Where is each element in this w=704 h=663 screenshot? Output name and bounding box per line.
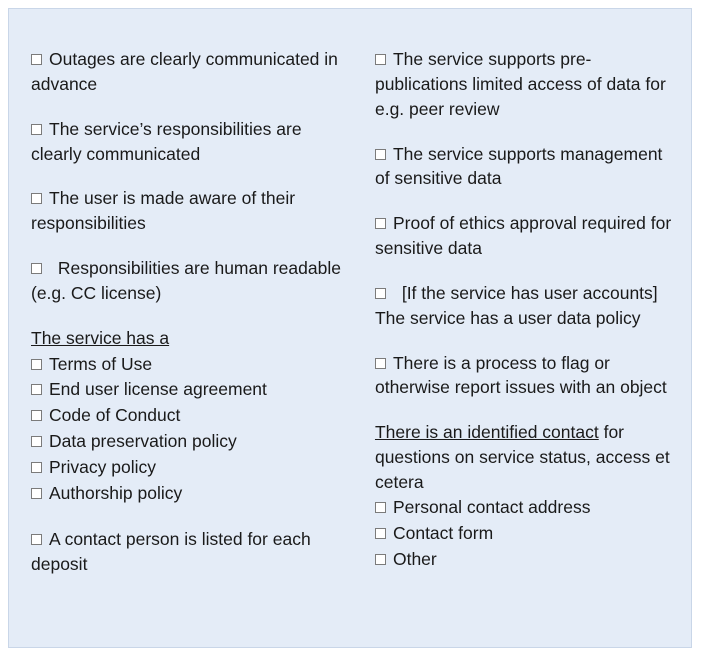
checkbox-item[interactable] — [375, 281, 681, 331]
policies-list — [31, 352, 355, 506]
checkbox-label: Terms of Use — [49, 353, 153, 374]
checklist-right-column — [363, 47, 691, 647]
checkbox-icon[interactable] — [31, 488, 42, 499]
contact-heading-underlined: There is an identified contact — [374, 422, 599, 443]
checkbox-item[interactable] — [375, 521, 681, 546]
checkbox-label: The service supports pre-publications limited access of data for e.g. peer review — [374, 49, 666, 119]
checkbox-icon[interactable] — [375, 218, 386, 229]
checkbox-icon[interactable] — [31, 359, 42, 370]
checkbox-item[interactable] — [375, 47, 681, 122]
checkbox-icon[interactable] — [31, 54, 42, 65]
contact-heading-rest: for questions on service status, access et cetera — [374, 422, 670, 492]
checkbox-label: Responsibilities are human readable (e.g. CC license) — [31, 258, 341, 303]
checkbox-label: The user is made aware of their responsibilities — [31, 188, 296, 234]
checkbox-item[interactable] — [31, 256, 355, 306]
checkbox-label: [If the service has user accounts] The service has a user data policy — [374, 282, 658, 328]
policies-heading: The service has a — [31, 327, 170, 348]
checkbox-label: The service’s responsibilities are clearly communicated — [31, 118, 302, 164]
checkbox-icon[interactable] — [31, 384, 42, 395]
checkbox-icon[interactable] — [375, 288, 386, 299]
checkbox-label: Data preservation policy — [49, 431, 237, 452]
checkbox-icon[interactable] — [31, 263, 42, 274]
checkbox-item[interactable] — [31, 403, 355, 428]
checkbox-icon[interactable] — [31, 462, 42, 473]
checkbox-item[interactable] — [375, 211, 681, 261]
checkbox-icon[interactable] — [31, 124, 42, 135]
contact-options-list — [375, 495, 681, 572]
checklist-left-column — [9, 47, 363, 647]
checkbox-item[interactable] — [375, 142, 681, 192]
contact-heading — [375, 420, 681, 495]
checkbox-icon[interactable] — [375, 54, 386, 65]
checkbox-icon[interactable] — [375, 149, 386, 160]
checkbox-label: Personal contact address — [392, 496, 591, 517]
checkbox-label: There is a process to flag or otherwise report issues with an object — [374, 352, 667, 398]
checkbox-item[interactable] — [31, 429, 355, 454]
checkbox-icon[interactable] — [375, 554, 386, 565]
checkbox-icon[interactable] — [375, 502, 386, 513]
checkbox-icon[interactable] — [31, 193, 42, 204]
checkbox-item[interactable] — [31, 481, 355, 506]
checkbox-item[interactable] — [31, 352, 355, 377]
checkbox-icon[interactable] — [31, 534, 42, 545]
checkbox-item[interactable] — [31, 527, 355, 577]
checkbox-item[interactable] — [31, 47, 355, 97]
checkbox-label: Authorship policy — [49, 482, 183, 503]
checkbox-label: Code of Conduct — [49, 405, 181, 426]
checkbox-item[interactable] — [375, 495, 681, 520]
checkbox-icon[interactable] — [375, 528, 386, 539]
checkbox-item[interactable] — [375, 547, 681, 572]
checklist-columns — [9, 9, 691, 647]
checkbox-item[interactable] — [375, 351, 681, 401]
checkbox-label: A contact person is listed for each deposit — [31, 528, 311, 574]
checklist-panel — [8, 8, 692, 648]
checkbox-item[interactable] — [31, 377, 355, 402]
checkbox-label: Contact form — [392, 522, 494, 543]
checkbox-item[interactable] — [31, 186, 355, 236]
checkbox-label: Proof of ethics approval required for sensitive data — [374, 213, 672, 259]
checkbox-icon[interactable] — [31, 436, 42, 447]
checkbox-label: Privacy policy — [49, 456, 156, 477]
checkbox-label: Other — [392, 548, 437, 569]
checkbox-icon[interactable] — [31, 410, 42, 421]
checkbox-item[interactable] — [31, 455, 355, 480]
checkbox-label: The service supports management of sensitive data — [374, 143, 663, 189]
checkbox-label: Outages are clearly communicated in advance — [31, 49, 338, 94]
checkbox-label: End user license agreement — [49, 379, 267, 400]
spacer — [31, 507, 355, 527]
checkbox-icon[interactable] — [375, 358, 386, 369]
checkbox-item[interactable] — [31, 117, 355, 167]
